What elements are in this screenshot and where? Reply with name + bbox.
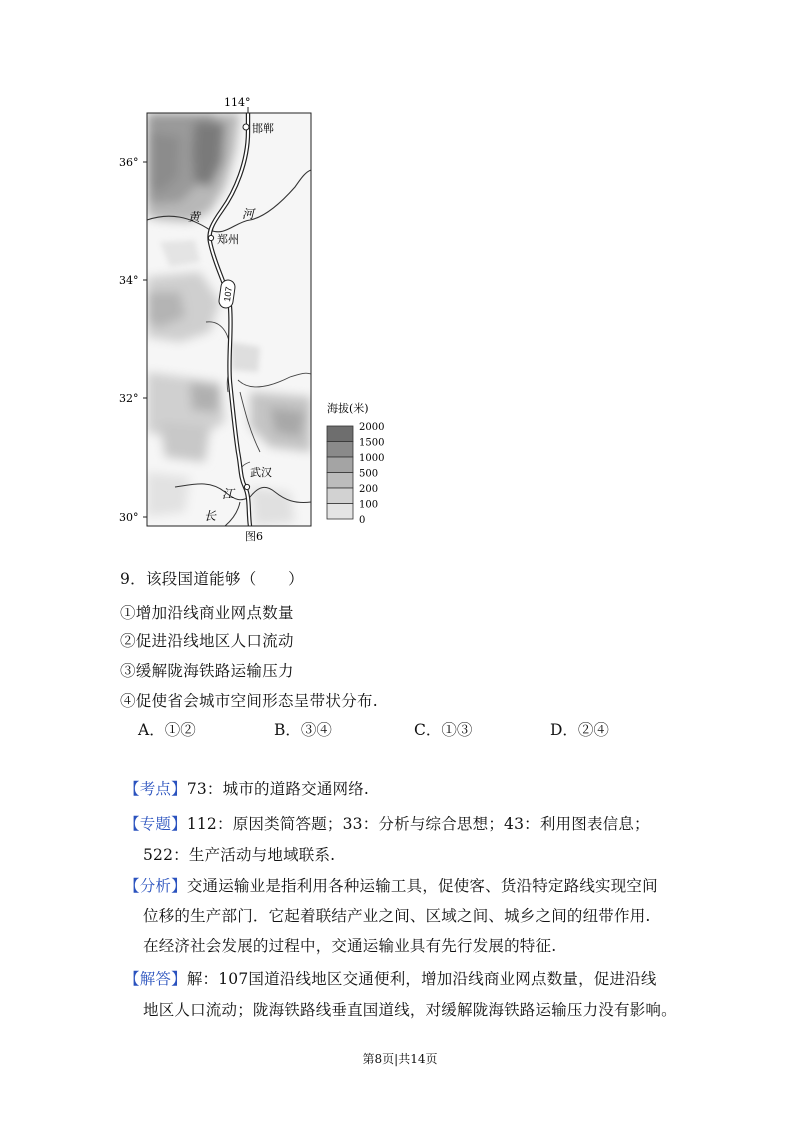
legend-value: 1000 bbox=[359, 453, 385, 464]
city-zhengzhou: 郑州 bbox=[217, 233, 239, 246]
kaodian-tag: 【考点】 bbox=[124, 780, 187, 798]
option-b: B．③④ bbox=[274, 721, 332, 739]
map-figure bbox=[100, 92, 400, 552]
question-item-4: ④促使省会城市空间形态呈带状分布. bbox=[120, 692, 379, 710]
yangtze-label-1: 江 bbox=[222, 487, 235, 501]
legend-swatch bbox=[327, 504, 353, 520]
zhuanti-text-2: 522：生产活动与地域联系. bbox=[143, 846, 336, 864]
page-footer: 第8页|共14页 bbox=[362, 1052, 438, 1066]
fenxi-text-3: 在经济社会发展的过程中，交通运输业具有先行发展的特征. bbox=[143, 937, 557, 955]
yangtze-label-2: 长 bbox=[204, 509, 217, 523]
lat-label-30: 30° bbox=[119, 511, 139, 524]
terrain-map bbox=[100, 92, 400, 552]
city-marker-wuhan bbox=[244, 484, 249, 489]
question-stem: 9．该段国道能够（ ） bbox=[120, 570, 304, 588]
legend-value: 500 bbox=[359, 468, 379, 480]
option-d: D．②④ bbox=[550, 721, 609, 739]
legend-value: 2000 bbox=[359, 422, 385, 433]
lat-label-34: 34° bbox=[119, 274, 139, 287]
option-a: A．①② bbox=[138, 721, 196, 739]
kaodian-line bbox=[124, 777, 369, 799]
lat-label-32: 32° bbox=[119, 392, 139, 405]
jieda-line bbox=[124, 967, 657, 989]
fenxi-text-2: 位移的生产部门．它起着联结产业之间、区域之间、城乡之间的纽带作用. bbox=[143, 907, 651, 925]
jieda-text-1: 解：107国道沿线地区交通便利，增加沿线商业网点数量，促进沿线 bbox=[186, 970, 657, 988]
legend-value: 1500 bbox=[359, 437, 385, 449]
yellow-river-label-1: 黄 bbox=[188, 210, 201, 224]
lat-label-36: 36° bbox=[119, 156, 139, 169]
city-marker-zhengzhou bbox=[208, 235, 213, 240]
city-handan: 邯郸 bbox=[252, 122, 274, 135]
lon-label: 114° bbox=[224, 96, 251, 109]
elevation-legend bbox=[327, 422, 384, 526]
legend-value: 0 bbox=[359, 515, 366, 526]
legend-swatch bbox=[327, 457, 353, 473]
question-item-1: ①增加沿线商业网点数量 bbox=[120, 604, 294, 622]
kaodian-text: 73：城市的道路交通网络. bbox=[186, 780, 370, 798]
fenxi-line bbox=[124, 874, 658, 896]
legend-value: 100 bbox=[359, 499, 379, 511]
jieda-text-2: 地区人口流动；陇海铁路线垂直国道线，对缓解陇海铁路运输压力没有影响。 bbox=[143, 1001, 677, 1019]
yellow-river-label-2: 河 bbox=[242, 207, 255, 221]
legend-swatch bbox=[327, 442, 353, 458]
figure-caption: 图6 bbox=[245, 530, 263, 543]
legend-swatch bbox=[327, 488, 353, 504]
city-wuhan: 武汉 bbox=[250, 466, 272, 479]
option-c: C．①③ bbox=[414, 721, 473, 739]
zhuanti-text-1: 112：原因类简答题；33：分析与综合思想；43：利用图表信息； bbox=[186, 815, 650, 833]
jieda-tag: 【解答】 bbox=[124, 970, 187, 988]
legend-swatch bbox=[327, 473, 353, 489]
fenxi-text-1: 交通运输业是指利用各种运输工具，促使客、货沿特定路线实现空间 bbox=[186, 877, 658, 895]
fenxi-tag: 【分析】 bbox=[124, 877, 187, 895]
highway-number: 107 bbox=[221, 286, 234, 303]
zhuanti-line bbox=[124, 812, 650, 834]
city-marker-handan bbox=[243, 124, 249, 130]
zhuanti-tag: 【专题】 bbox=[124, 815, 187, 833]
question-item-3: ③缓解陇海铁路运输压力 bbox=[120, 662, 294, 680]
question-item-2: ②促进沿线地区人口流动 bbox=[120, 632, 294, 650]
legend-title: 海拔(米) bbox=[327, 402, 369, 415]
legend-swatch bbox=[327, 426, 353, 442]
legend-value: 200 bbox=[359, 484, 379, 495]
